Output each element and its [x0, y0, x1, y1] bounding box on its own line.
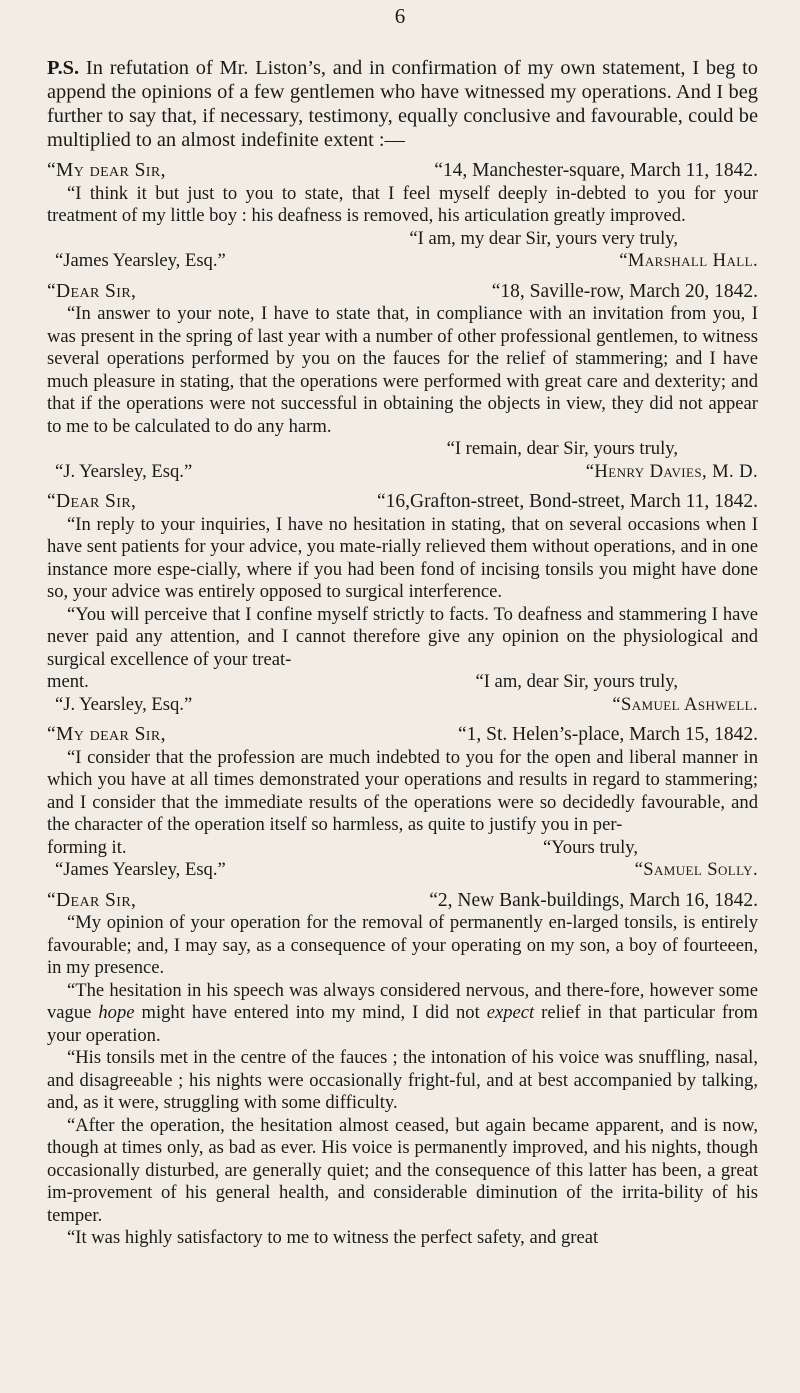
signature: “Samuel Ashwell.	[612, 693, 758, 715]
recipient: “J. Yearsley, Esq.”	[55, 693, 193, 715]
postscript-text: In refutation of Mr. Liston’s, and in confirmation of my own statement, I beg to append the opinions of a few gentlemen who have witnessed my operations. And I beg further to say that, if necessary, testimony, equally conclusive and favourable, could be multiplied to an almost indefinite extent :—	[47, 57, 758, 151]
letter-paragraph: “You will perceive that I confine myself strictly to facts. To deafness and stammering I have never paid any attention, and I cannot therefore give any opinion on the physiological and surgical excellence of your treat-	[47, 603, 758, 670]
salutation: “My dear Sir,	[47, 160, 166, 181]
text-run: relief in that particular from your operation.	[47, 1002, 759, 1046]
text-run: “The hesitation in his speech was always considered nervous, and there-fore, however some vague	[47, 979, 758, 1023]
letter-samuel-solly	[47, 724, 758, 882]
emphasis-expect: expect	[486, 1002, 535, 1023]
closing-row	[47, 837, 758, 860]
closing: “Yours truly,	[542, 836, 638, 858]
letter-header	[47, 724, 758, 747]
letter-header	[47, 890, 758, 913]
postscript-label: P.S.	[47, 57, 80, 79]
letter-paragraph: “It was highly satisfactory to me to witness the perfect safety, and great	[67, 1227, 599, 1248]
closing: “I remain, dear Sir, yours truly,	[446, 438, 678, 459]
letter-paragraph: “In reply to your inquiries, I have no hesitation in stating, that on several occasions when I have sent patients for your advice, you mate-rially relieved them without operations, and in one instance more espe-cially, where if you had been fond of incising tonsils you might have done so, your advice was entirely opposed to surgical interference.	[47, 513, 758, 602]
signature-row	[47, 461, 758, 484]
emphasis-hope: hope	[98, 1002, 135, 1023]
signature: “Samuel Solly.	[634, 859, 758, 880]
letter-header	[47, 491, 758, 514]
address-date: “1, St. Helen’s-place, March 15, 1842.	[457, 724, 758, 745]
closing: “I am, dear Sir, yours truly,	[475, 671, 678, 692]
address-date: “16,Grafton-street, Bond-street, March 11, 1842.	[376, 491, 758, 512]
signature-row	[47, 694, 758, 717]
signature: “Henry Davies, M. D.	[585, 460, 758, 482]
recipient: “James Yearsley, Esq.”	[55, 859, 226, 880]
letter-new-bank-buildings	[47, 890, 758, 1250]
address-date: “2, New Bank-buildings, March 16, 1842.	[429, 889, 758, 911]
letter-header	[47, 281, 758, 304]
text-run: might have entered into my mind, I did not	[134, 1002, 487, 1023]
letter-henry-davies	[47, 281, 758, 484]
signature-row	[47, 250, 758, 273]
salutation: “Dear Sir,	[47, 280, 137, 302]
letter-marshall-hall	[47, 160, 758, 273]
closing-row	[47, 671, 758, 694]
last-word: ment.	[47, 671, 89, 692]
page-content	[47, 56, 758, 1258]
letter-samuel-ashwell	[47, 491, 758, 716]
letter-paragraph: “After the operation, the hesitation almost ceased, but again became apparent, and is now, though at times only, as bad as ever. His voice is permanently improved, and his nights, though occasionally disturbed, are generally quiet; and the consequence of this latter has been, a great im-provement of his general health, and considerable diminution of the irrita-bility of his temper.	[47, 1114, 758, 1226]
letter-header	[47, 160, 758, 183]
signature-row	[47, 859, 758, 882]
letter-paragraph: “I think it but just to you to state, that I feel myself deeply in-debted to you for your treatment of my little boy : his deafness is removed, his articulation greatly improved.	[47, 182, 758, 226]
letter-paragraph: “His tonsils met in the centre of the fauces ; the intonation of his voice was snuffling, nasal, and disagreeable ; his nights were occasionally fright-ful, and at best accompanied by talking, and, as it were, struggling with some difficulty.	[47, 1047, 758, 1113]
closing: “I am, my dear Sir, yours very truly,	[409, 227, 678, 249]
last-word: forming it.	[47, 836, 127, 858]
page-number: 6	[394, 4, 406, 28]
recipient: “James Yearsley, Esq.”	[55, 250, 226, 271]
address-date: “14, Manchester-square, March 11, 1842.	[434, 160, 758, 181]
salutation: “My dear Sir,	[47, 724, 166, 745]
signature: “Marshall Hall.	[619, 250, 758, 271]
recipient: “J. Yearsley, Esq.”	[55, 460, 193, 482]
postscript	[47, 56, 758, 152]
letter-paragraph: “My opinion of your operation for the removal of permanently en-larged tonsils, is entirely favourable; and, I may say, as a consequence of your operating on my son, a boy of fourteeen, in my presence.	[47, 912, 758, 978]
address-date: “18, Saville-row, March 20, 1842.	[491, 280, 758, 302]
salutation: “Dear Sir,	[47, 491, 137, 512]
letter-paragraph: “I consider that the profession are much indebted to you for the open and liberal manner in which you have at all times demonstrated your operations and results in regard to stammering; and I consider that the immediate results of the operations were so decidedly favourable, and the character of the operation itself so harmless, as quite to justify you in per-	[47, 746, 758, 835]
letter-paragraph: “In answer to your note, I have to state that, in compliance with an invitation from you, I was present in the spring of last year with a number of other professional gentlemen, to witness several operations performed by you on the fauces for the relief of stammering; and I have much pleasure in stating, that the operations were performed with great care and dexterity; and that if the operations were not successful in obtaining the objects in view, they did not appear to me to be calculated to do any harm.	[47, 303, 758, 437]
letter-paragraph-hope	[47, 980, 758, 1048]
salutation: “Dear Sir,	[47, 889, 137, 911]
